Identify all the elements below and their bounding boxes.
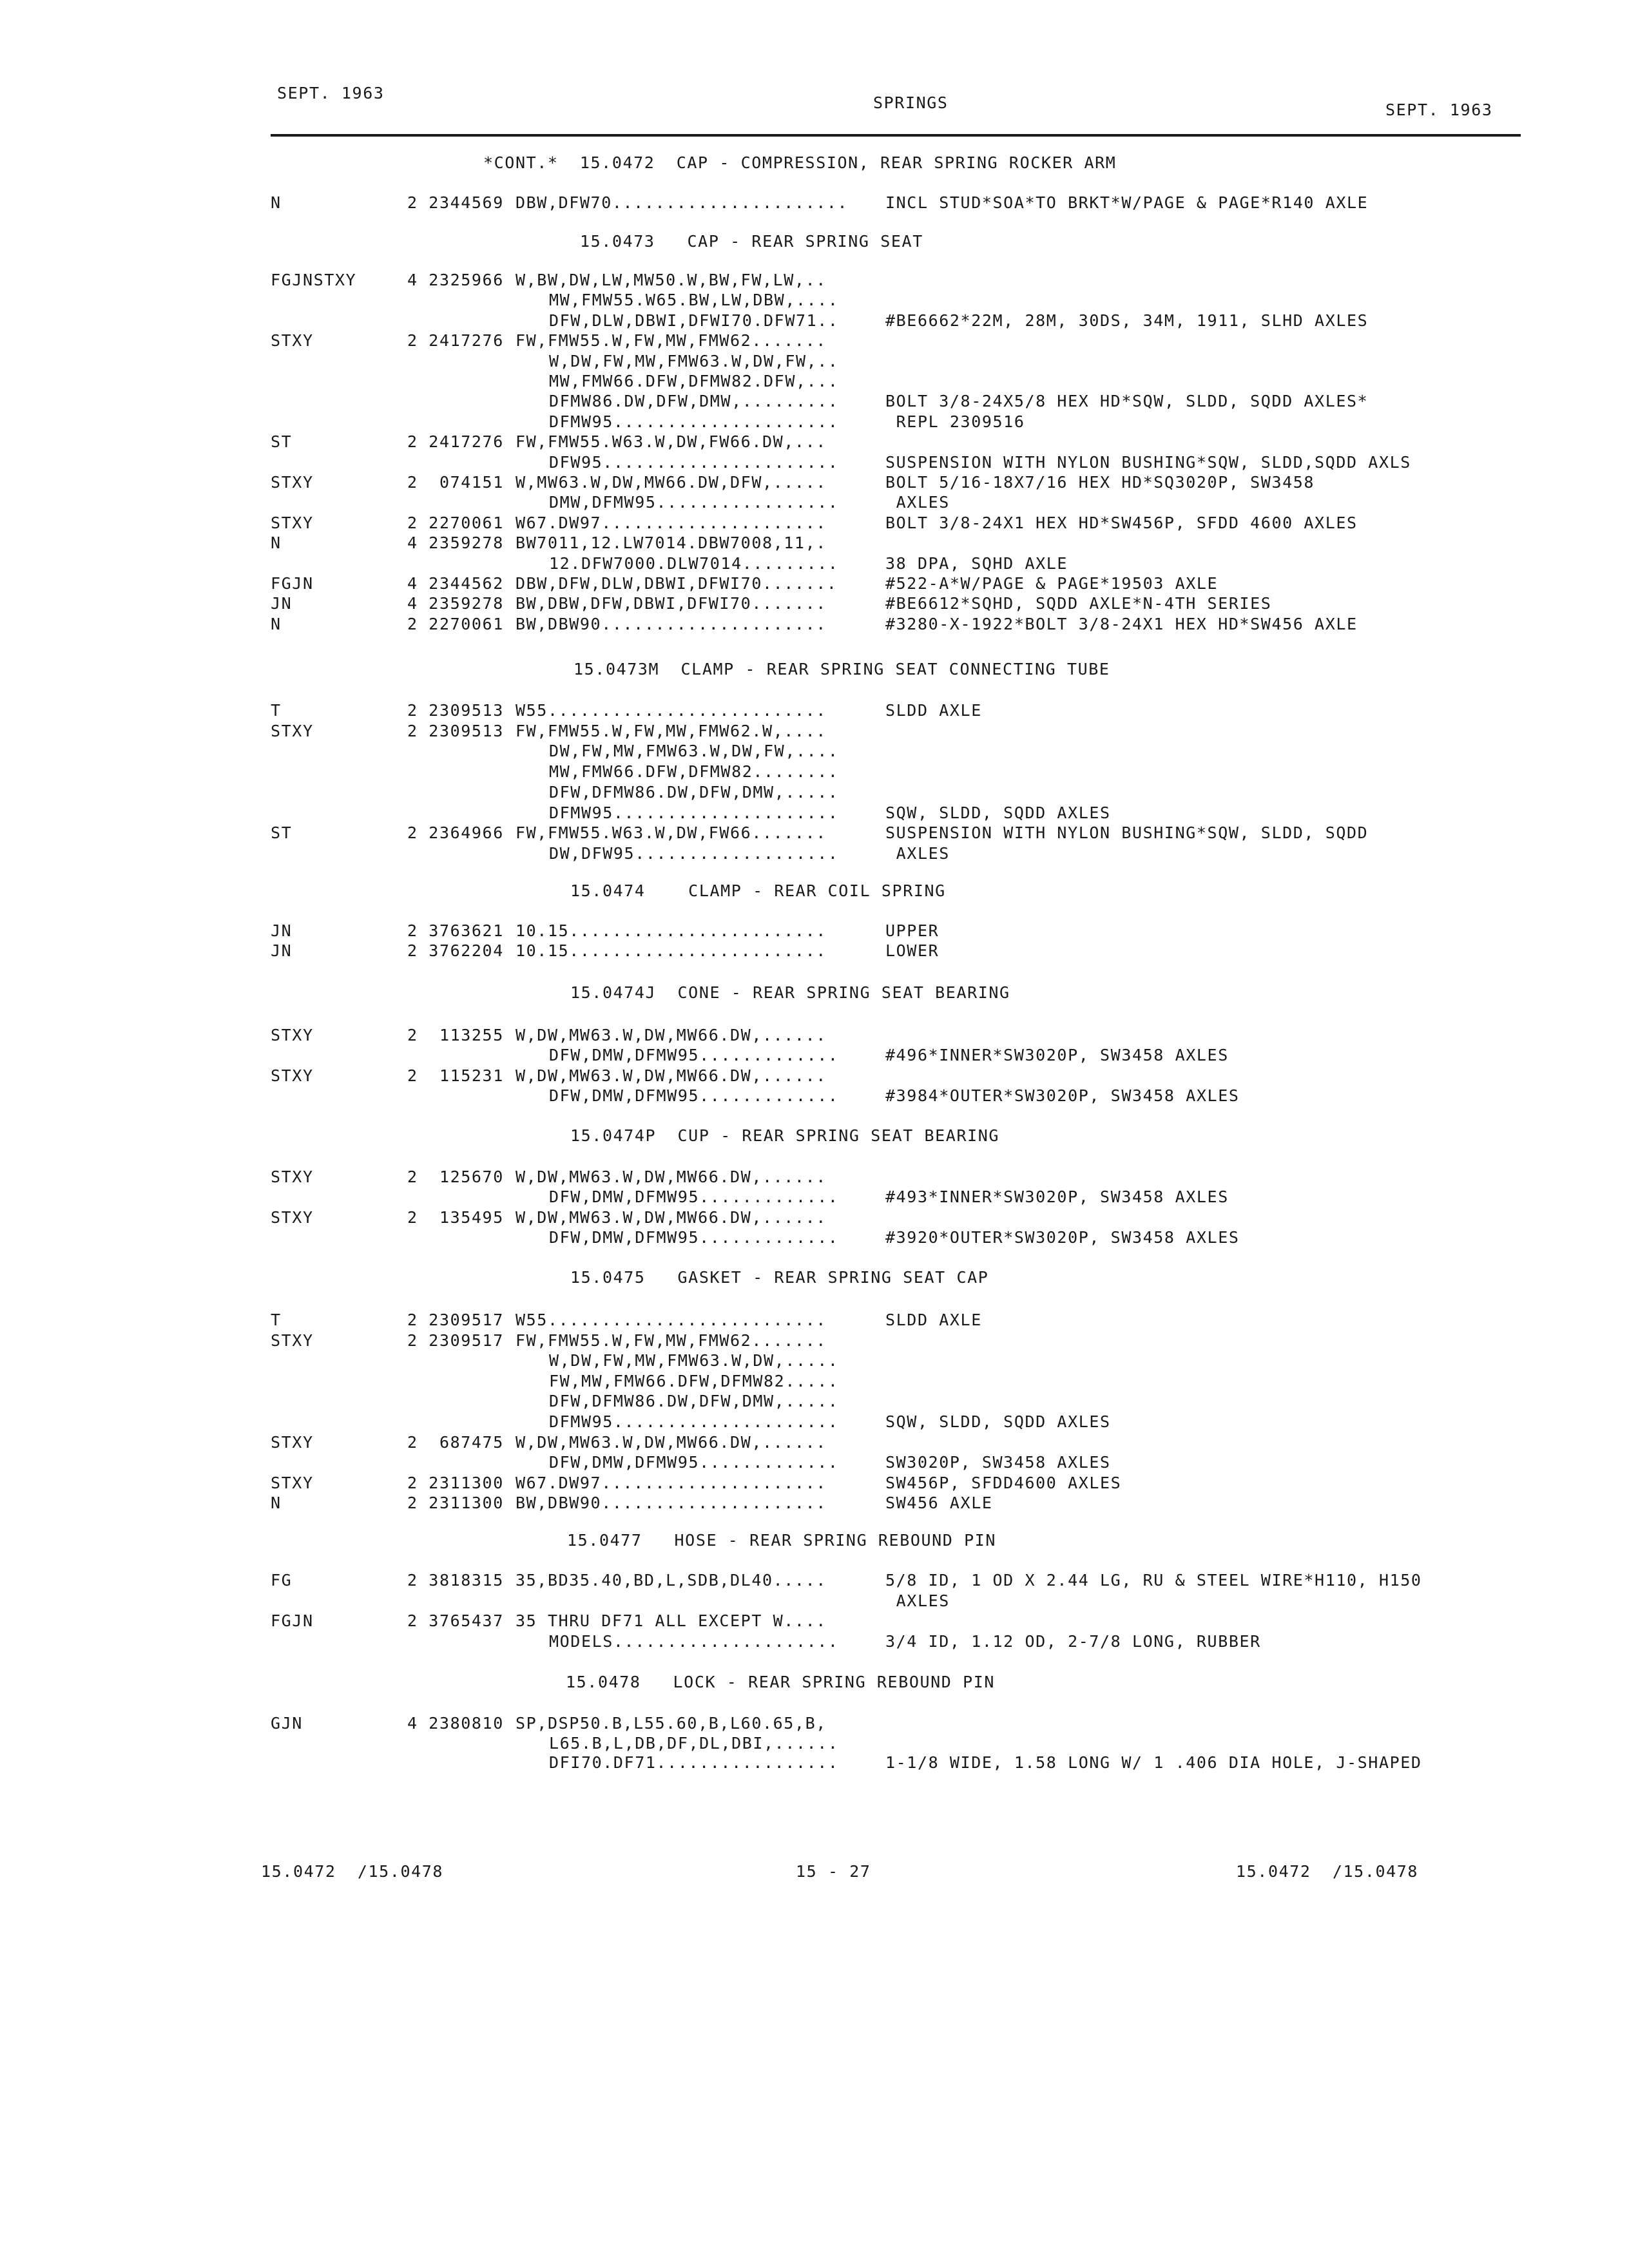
footer-left-range: 15.0472 /15.0478 <box>261 1862 444 1881</box>
model-codes: STXY <box>271 473 314 492</box>
part-remark: #522-A*W/PAGE & PAGE*19503 AXLE <box>885 574 1219 593</box>
qty-part-number: 2 2270061 <box>407 513 504 532</box>
model-codes: T <box>271 701 282 720</box>
model-list: BW,DBW90..................... <box>516 1494 827 1513</box>
model-list: DFW95...................... <box>549 452 839 472</box>
model-list: 35 THRU DF71 ALL EXCEPT W.... <box>516 1611 827 1630</box>
qty-part-number: 4 2380810 <box>407 1714 504 1733</box>
model-list: W,DW,MW63.W,DW,MW66.DW,...... <box>516 1066 827 1085</box>
model-list: MODELS..................... <box>549 1631 839 1651</box>
qty-part-number: 2 2311300 <box>407 1473 504 1492</box>
model-list: DFW,DMW,DFMW95............. <box>549 1187 839 1207</box>
model-codes: N <box>271 614 282 633</box>
model-list: DFW,DMW,DFMW95............. <box>549 1046 839 1065</box>
model-codes: FG <box>271 1571 293 1590</box>
model-list: DFW,DFMW86.DW,DFW,DMW,..... <box>549 1392 839 1411</box>
model-list: W55.......................... <box>516 1311 827 1329</box>
section-title: 15.0475 GASKET - REAR SPRING SEAT CAP <box>570 1268 989 1287</box>
section-title: *CONT.* 15.0472 CAP - COMPRESSION, REAR SPRING ROCKER ARM <box>483 153 1117 172</box>
model-list: BW7011,12.LW7014.DBW7008,11,. <box>516 533 827 553</box>
part-remark: LOWER <box>885 941 940 960</box>
part-remark: AXLES <box>885 1591 950 1610</box>
model-list: W,DW,FW,MW,FMW63.W,DW,FW,.. <box>549 351 839 370</box>
qty-part-number: 2 2417276 <box>407 331 504 351</box>
model-codes: STXY <box>271 1432 314 1452</box>
model-codes: FGJN <box>271 574 314 593</box>
page-title: SPRINGS <box>873 93 949 112</box>
model-list: DFMW86.DW,DFW,DMW,......... <box>549 392 839 411</box>
model-list: 10.15........................ <box>516 921 827 940</box>
model-list: W67.DW97..................... <box>516 1473 827 1492</box>
header-rule <box>271 134 1521 137</box>
model-list: DBW,DFW,DLW,DBWI,DFWI70....... <box>516 574 838 593</box>
part-remark: SUSPENSION WITH NYLON BUSHING*SQW, SLDD, SQDD <box>885 823 1369 843</box>
part-remark: #496*INNER*SW3020P, SW3458 AXLES <box>885 1046 1229 1065</box>
qty-part-number: 2 2309513 <box>407 701 504 720</box>
model-list: W,DW,FW,MW,FMW63.W,DW,..... <box>549 1351 839 1370</box>
page-number: 15 - 27 <box>796 1862 871 1881</box>
model-list: DFMW95..................... <box>549 803 839 822</box>
model-list: L65.B,L,DB,DF,DL,DBI,...... <box>549 1733 839 1753</box>
model-codes: JN <box>271 594 293 613</box>
qty-part-number: 2 2270061 <box>407 614 504 633</box>
qty-part-number: 2 074151 <box>407 473 504 492</box>
part-remark: SQW, SLDD, SQDD AXLES <box>885 1412 1111 1431</box>
model-list: 10.15........................ <box>516 941 827 960</box>
model-codes: STXY <box>271 1207 314 1227</box>
qty-part-number: 2 2344569 <box>407 193 504 212</box>
model-list: 12.DFW7000.DLW7014......... <box>549 553 839 573</box>
model-list: DFW,DFMW86.DW,DFW,DMW,..... <box>549 782 839 802</box>
model-list: FW,FMW55.W63.W,DW,FW66....... <box>516 823 827 843</box>
model-codes: FGJN <box>271 1611 314 1630</box>
model-list: DW,DFW95................... <box>549 843 839 863</box>
qty-part-number: 2 3765437 <box>407 1611 504 1630</box>
model-list: DFW,DLW,DBWI,DFWI70.DFW71.. <box>549 311 839 330</box>
part-remark: UPPER <box>885 921 940 940</box>
qty-part-number: 2 2417276 <box>407 432 504 452</box>
model-list: DMW,DFMW95................. <box>549 493 839 512</box>
part-remark: SW3020P, SW3458 AXLES <box>885 1453 1111 1472</box>
model-list: W55.......................... <box>516 701 827 720</box>
model-list: FW,FMW55.W63.W,DW,FW66.DW,... <box>516 432 827 452</box>
model-codes: T <box>271 1311 282 1329</box>
qty-part-number: 2 2309517 <box>407 1311 504 1329</box>
model-list: FW,MW,FMW66.DFW,DFMW82..... <box>549 1371 839 1390</box>
part-remark: INCL STUD*SOA*TO BRKT*W/PAGE & PAGE*R140 AXLE <box>885 193 1369 212</box>
header-left-date: SEPT. 1963 <box>277 84 385 102</box>
part-remark: #3280-X-1922*BOLT 3/8-24X1 HEX HD*SW456 AXLE <box>885 614 1358 633</box>
part-remark: AXLES <box>885 493 950 512</box>
model-list: DFI70.DF71................. <box>549 1753 839 1772</box>
model-codes: ST <box>271 823 293 843</box>
part-remark: REPL 2309516 <box>885 412 1025 431</box>
part-remark: SLDD AXLE <box>885 701 982 720</box>
part-remark: BOLT 5/16-18X7/16 HEX HD*SQ3020P, SW3458 <box>885 473 1315 492</box>
model-list: W67.DW97..................... <box>516 513 827 532</box>
model-list: DFMW95..................... <box>549 412 839 431</box>
model-codes: STXY <box>271 1066 314 1085</box>
part-remark: #3920*OUTER*SW3020P, SW3458 AXLES <box>885 1227 1240 1247</box>
part-remark: 38 DPA, SQHD AXLE <box>885 553 1068 573</box>
qty-part-number: 2 2311300 <box>407 1494 504 1513</box>
section-title: 15.0477 HOSE - REAR SPRING REBOUND PIN <box>567 1531 997 1550</box>
qty-part-number: 2 125670 <box>407 1168 504 1186</box>
model-codes: ST <box>271 432 293 452</box>
model-list: FW,FMW55.W,FW,MW,FMW62.W,.... <box>516 721 827 740</box>
model-list: DW,FW,MW,FMW63.W,DW,FW,.... <box>549 742 839 761</box>
qty-part-number: 4 2344562 <box>407 574 504 593</box>
part-remark: 1-1/8 WIDE, 1.58 LONG W/ 1 .406 DIA HOLE, J-SHAPED <box>885 1753 1422 1772</box>
model-list: SP,DSP50.B,L55.60,B,L60.65,B, <box>516 1714 827 1733</box>
qty-part-number: 2 687475 <box>407 1432 504 1452</box>
part-remark: SUSPENSION WITH NYLON BUSHING*SQW, SLDD,SQDD AXLS <box>885 452 1411 472</box>
model-codes: STXY <box>271 721 314 740</box>
model-codes: N <box>271 533 282 553</box>
model-list: W,DW,MW63.W,DW,MW66.DW,...... <box>516 1207 827 1227</box>
part-remark: #3984*OUTER*SW3020P, SW3458 AXLES <box>885 1086 1240 1105</box>
model-codes: STXY <box>271 1026 314 1044</box>
model-list: MW,FMW66.DFW,DFMW82.DFW,... <box>549 372 839 390</box>
model-codes: N <box>271 1494 282 1513</box>
model-list: DFW,DMW,DFMW95............. <box>549 1227 839 1247</box>
model-list: DFMW95..................... <box>549 1412 839 1431</box>
model-codes: STXY <box>271 1168 314 1186</box>
model-list: W,MW63.W,DW,MW66.DW,DFW,..... <box>516 473 827 492</box>
footer-right-range: 15.0472 /15.0478 <box>1236 1862 1419 1881</box>
model-list: MW,FMW55.W65.BW,LW,DBW,.... <box>549 291 839 310</box>
part-remark: SQW, SLDD, SQDD AXLES <box>885 803 1111 822</box>
model-list: BW,DBW,DFW,DBWI,DFWI70....... <box>516 594 827 613</box>
section-title: 15.0478 LOCK - REAR SPRING REBOUND PIN <box>566 1673 996 1691</box>
model-codes: STXY <box>271 331 314 351</box>
qty-part-number: 4 2325966 <box>407 271 504 289</box>
model-list: MW,FMW66.DFW,DFMW82........ <box>549 762 839 782</box>
model-list: W,DW,MW63.W,DW,MW66.DW,...... <box>516 1026 827 1044</box>
model-codes: N <box>271 193 282 212</box>
qty-part-number: 2 113255 <box>407 1026 504 1044</box>
part-remark: SW456 AXLE <box>885 1494 993 1513</box>
model-list: BW,DBW90..................... <box>516 614 827 633</box>
part-remark: SW456P, SFDD4600 AXLES <box>885 1473 1122 1492</box>
section-title: 15.0474J CONE - REAR SPRING SEAT BEARING <box>570 983 1010 1002</box>
qty-part-number: 2 3763621 <box>407 921 504 940</box>
model-list: DFW,DMW,DFMW95............. <box>549 1453 839 1472</box>
model-codes: STXY <box>271 1331 314 1350</box>
section-title: 15.0474P CUP - REAR SPRING SEAT BEARING <box>570 1126 1000 1145</box>
model-list: W,DW,MW63.W,DW,MW66.DW,...... <box>516 1168 827 1186</box>
qty-part-number: 2 115231 <box>407 1066 504 1085</box>
part-remark: #BE6612*SQHD, SQDD AXLE*N-4TH SERIES <box>885 594 1272 613</box>
qty-part-number: 2 3762204 <box>407 941 504 960</box>
model-list: FW,FMW55.W,FW,MW,FMW62....... <box>516 331 827 351</box>
model-codes: GJN <box>271 1714 303 1733</box>
model-list: W,BW,DW,LW,MW50.W,BW,FW,LW,.. <box>516 271 827 289</box>
part-remark: 3/4 ID, 1.12 OD, 2-7/8 LONG, RUBBER <box>885 1631 1261 1651</box>
model-codes: FGJNSTXY <box>271 271 357 289</box>
part-remark: SLDD AXLE <box>885 1311 982 1329</box>
part-remark: AXLES <box>885 843 950 863</box>
model-codes: JN <box>271 941 293 960</box>
model-list: 35,BD35.40,BD,L,SDB,DL40..... <box>516 1571 827 1590</box>
qty-part-number: 2 135495 <box>407 1207 504 1227</box>
section-title: 15.0473M CLAMP - REAR SPRING SEAT CONNECTING TUBE <box>574 660 1110 678</box>
qty-part-number: 2 2309517 <box>407 1331 504 1350</box>
qty-part-number: 2 2364966 <box>407 823 504 843</box>
qty-part-number: 2 2309513 <box>407 721 504 740</box>
part-remark: BOLT 3/8-24X1 HEX HD*SW456P, SFDD 4600 AXLES <box>885 513 1358 532</box>
part-remark: #BE6662*22M, 28M, 30DS, 34M, 1911, SLHD AXLES <box>885 311 1369 330</box>
part-remark: 5/8 ID, 1 OD X 2.44 LG, RU & STEEL WIRE*H110, H150 <box>885 1571 1422 1590</box>
model-list: DFW,DMW,DFMW95............. <box>549 1086 839 1105</box>
header-right-date: SEPT. 1963 <box>1385 101 1493 119</box>
part-remark: BOLT 3/8-24X5/8 HEX HD*SQW, SLDD, SQDD AXLES* <box>885 392 1369 411</box>
model-codes: STXY <box>271 513 314 532</box>
model-codes: STXY <box>271 1473 314 1492</box>
part-remark: #493*INNER*SW3020P, SW3458 AXLES <box>885 1187 1229 1207</box>
section-title: 15.0474 CLAMP - REAR COIL SPRING <box>570 881 946 900</box>
qty-part-number: 4 2359278 <box>407 533 504 553</box>
qty-part-number: 2 3818315 <box>407 1571 504 1590</box>
section-title: 15.0473 CAP - REAR SPRING SEAT <box>580 232 923 251</box>
model-codes: JN <box>271 921 293 940</box>
model-list: DBW,DFW70...................... <box>516 193 849 212</box>
model-list: FW,FMW55.W,FW,MW,FMW62....... <box>516 1331 827 1350</box>
qty-part-number: 4 2359278 <box>407 594 504 613</box>
model-list: W,DW,MW63.W,DW,MW66.DW,...... <box>516 1432 827 1452</box>
